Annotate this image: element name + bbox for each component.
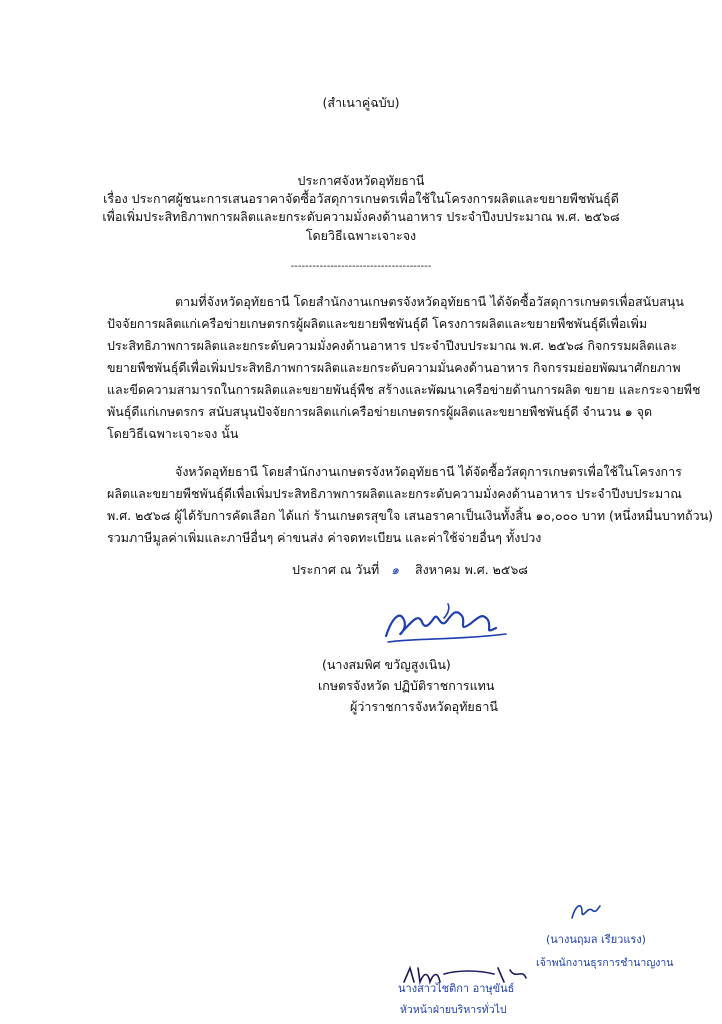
signature-officer — [568, 896, 604, 926]
paragraph-line: พันธุ์ดีแก่เกษตรกร สนับสนุนปัจจัยการผลิตแก่เครือข่ายเกษตรกรผู้ผลิตและขยายพืชพันธุ์ดี จำนวน ๑ จุด — [107, 404, 653, 419]
heading-method: โดยวิธีเฉพาะเจาะจง — [305, 228, 417, 243]
paragraph-award — [107, 461, 714, 549]
admin-head-name: นางสาวไชติกา อาษุขันธ์ — [398, 982, 515, 995]
signature-main — [378, 598, 518, 650]
paragraph-line: ผลิตและขยายพืชพันธุ์ดีเพื่อเพิ่มประสิทธิภาพการผลิตและยกระดับความมั่งคงด้านอาหาร ประจำปีงบประมาณ — [107, 486, 682, 501]
signatory-authority: ผู้ว่าราชการจังหวัดอุทัยธานี — [350, 699, 498, 714]
paragraph-line: และขีดความสามารถในการผลิตและขยายพันธุ์พืช สร้างและพัฒนาเครือข่ายด้านการผลิต ขยาย และกระจายพืช — [107, 382, 701, 397]
announcement-date — [292, 561, 528, 579]
officer-title: เจ้าพนักงานธุรการชำนาญงาน — [536, 957, 674, 969]
divider-rule: --------------------------------------- — [290, 261, 432, 272]
announcement-day: ๑ — [391, 562, 400, 577]
paragraph-line: จังหวัดอุทัยธานี โดยสำนักงานเกษตรจังหวัดอุทัยธานี ได้จัดซื้อวัสดุการเกษตรเพื่อใช้ในโครงการ — [175, 464, 682, 479]
paragraph-line: รวมภาษีมูลค่าเพิ่มและภาษีอื่นๆ ค่าขนส่ง ค่าจดทะเบียน และค่าใช้จ่ายอื่นๆ ทั้งปวง — [107, 530, 542, 545]
copy-label: (สำเนาคู่ฉบับ) — [322, 95, 400, 110]
paragraph-background — [107, 291, 701, 445]
announcement-prefix: ประกาศ ณ วันที่ — [292, 562, 380, 577]
heading-subject: เรื่อง ประกาศผู้ชนะการเสนอราคาจัดซื้อวัสดุการเกษตรเพื่อใช้ในโครงการผลิตและขยายพืชพันธุ์ดี — [103, 191, 619, 206]
admin-head-title: หัวหน้าฝ่ายบริหารทั่วไป — [400, 1004, 507, 1016]
heading-title: ประกาศจังหวัดอุทัยธานี — [297, 173, 425, 188]
heading-subject-cont: เพื่อเพิ่มประสิทธิภาพการผลิตและยกระดับความมั่งคงด้านอาหาร ประจำปีงบประมาณ พ.ศ. ๒๕๖๘ — [102, 209, 620, 224]
paragraph-line: พ.ศ. ๒๕๖๘ ผู้ได้รับการคัดเลือก ได้แก่ ร้านเกษตรสุขใจ เสนอราคาเป็นเงินทั้งสิ้น ๑๐,๐๐๐ บาท (หนึ่งหมื่นบาทถ้วน) — [107, 508, 714, 523]
paragraph-line: ปัจจัยการผลิตแก่เครือข่ายเกษตรกรผู้ผลิตและขยายพืชพันธุ์ดี โครงการผลิตและขยายพืชพันธุ์ดีเพื่อเพิ่ม — [107, 316, 648, 331]
signatory-position: เกษตรจังหวัด ปฏิบัติราชการแทน — [318, 678, 495, 693]
signatory-name: (นางสมพิศ ขวัญสูงเนิน) — [322, 657, 451, 672]
paragraph-line: ตามที่จังหวัดอุทัยธานี โดยสำนักงานเกษตรจังหวัดอุทัยธานี ได้จัดซื้อวัสดุการเกษตรเพื่อสนับสนุน — [175, 294, 684, 309]
paragraph-line: ประสิทธิภาพการผลิตและยกระดับความมั่งคงด้านอาหาร ประจำปีงบประมาณ พ.ศ. ๒๕๖๘ กิจกรรมผลิตและ — [107, 338, 678, 353]
officer-name: (นางนฤมล เรียวแรง) — [546, 933, 646, 946]
paragraph-line: ขยายพืชพันธุ์ดีเพื่อเพิ่มประสิทธิภาพการผลิตและยกระดับความมั่นคงด้านอาหาร กิจกรรมย่อยพัฒนาศักยภาพ — [107, 360, 681, 375]
paragraph-line: โดยวิธีเฉพาะเจาะจง นั้น — [107, 426, 239, 441]
announcement-month-year: สิงหาคม พ.ศ. ๒๕๖๘ — [415, 562, 528, 577]
